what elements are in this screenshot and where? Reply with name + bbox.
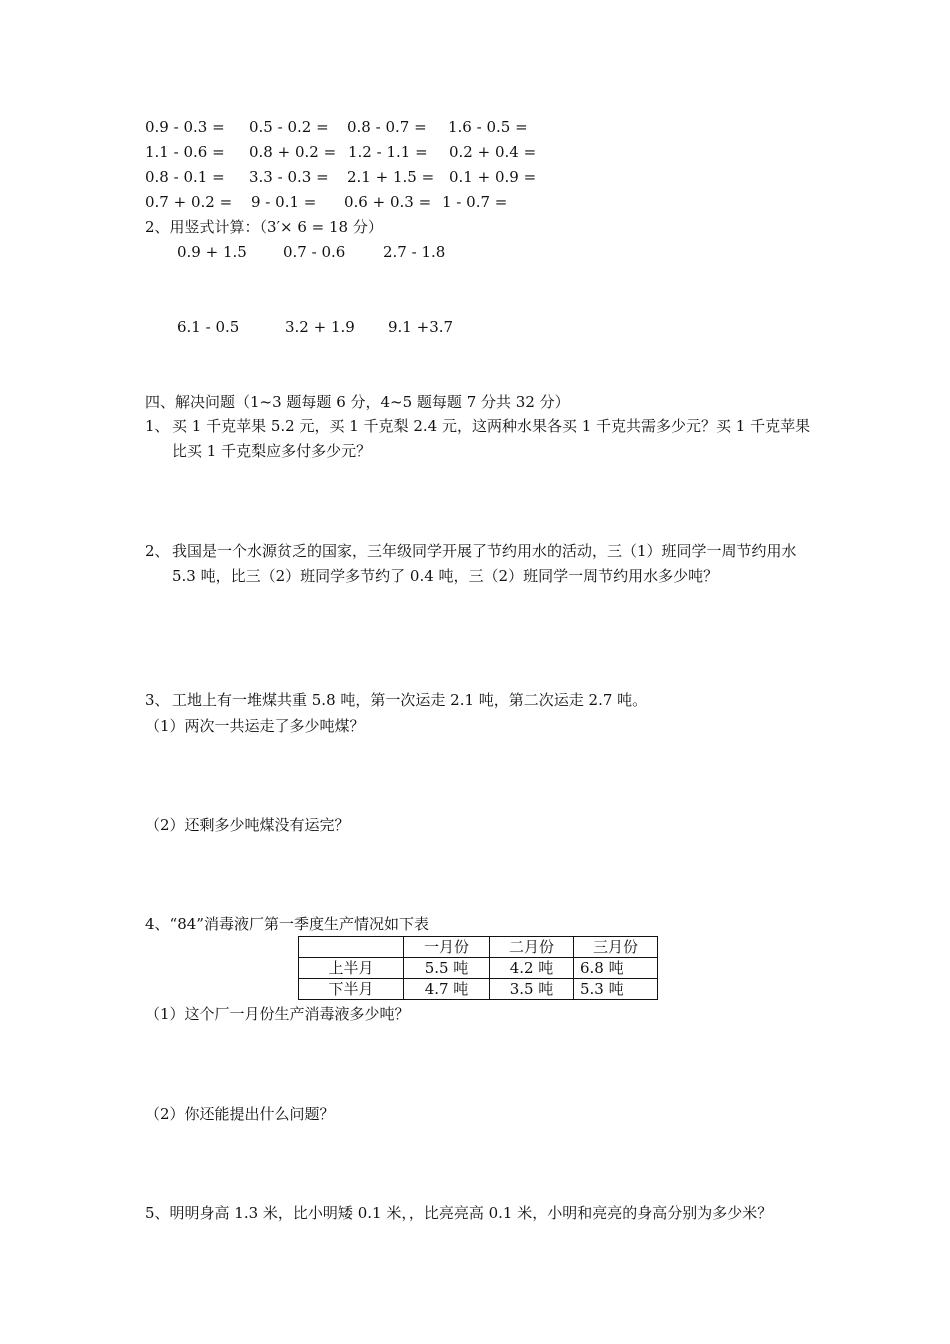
drill-item: 0.7 + 0.2 = [145, 193, 233, 211]
question-text: 我国是一个水源贫乏的国家，三年级同学开展了节约用水的活动，三（1）班同学一周节约用水 5.3 吨，比三（2）班同学多节约了 0.4 吨，三（2）班同学一周节约用水多少吨？ [172, 542, 797, 585]
drill-row [145, 167, 565, 187]
question-text: 工地上有一堆煤共重 5.8 吨，第一次运走 2.1 吨，第二次运走 2.7 吨。 [172, 691, 648, 709]
table-cell: 3.5 吨 [490, 979, 574, 1000]
table-cell: 下半月 [299, 979, 404, 1000]
drill-item: 2.1 + 1.5 = [347, 168, 435, 186]
question-text: 5、明明身高 1.3 米，比小明矮 0.1 米，，比亮亮高 0.1 米，小明和亮亮的身高分别为多少米？ [145, 1204, 773, 1222]
drill-row [145, 117, 565, 137]
table-row [299, 958, 658, 979]
question-number: 1、 [145, 417, 170, 435]
table-row [299, 979, 658, 1000]
drill-item: 0.1 + 0.9 = [449, 168, 537, 186]
drill-item: 1.2 - 1.1 = [348, 143, 428, 161]
drill-item: 0.9 - 0.3 = [145, 118, 225, 136]
table-header-cell: 一月份 [404, 937, 490, 958]
vertical-item: 0.9 + 1.5 [177, 243, 247, 261]
table-cell: 4.7 吨 [404, 979, 490, 1000]
vertical-item: 3.2 + 1.9 [285, 318, 355, 336]
question-text: 4、“84”消毒液厂第一季度生产情况如下表 [145, 915, 429, 933]
table-cell: 5.5 吨 [404, 958, 490, 979]
drill-item: 1.1 - 0.6 = [145, 143, 225, 161]
vertical-item: 6.1 - 0.5 [177, 318, 240, 336]
sub-question: （1）两次一共运走了多少吨煤？ [145, 717, 365, 735]
vertical-item: 2.7 - 1.8 [383, 243, 446, 261]
drill-item: 0.8 - 0.1 = [145, 168, 225, 186]
drill-item: 0.6 + 0.3 = [344, 193, 432, 211]
vertical-item: 9.1 +3.7 [388, 318, 454, 336]
sub-question: （2）还剩多少吨煤没有运完？ [145, 816, 350, 834]
vertical-heading: 2、用竖式计算：（3′× 6 = 18 分） [145, 218, 383, 236]
drill-item: 1 - 0.7 = [442, 193, 508, 211]
question-number: 2、 [145, 542, 170, 560]
table-header-row [299, 937, 658, 958]
vertical-item: 0.7 - 0.6 [283, 243, 346, 261]
drill-item: 1.6 - 0.5 = [448, 118, 528, 136]
table-cell: 4.2 吨 [490, 958, 574, 979]
table-cell: 上半月 [299, 958, 404, 979]
drill-row [145, 192, 565, 212]
table-header-cell: 二月份 [490, 937, 574, 958]
question-text: 买 1 千克苹果 5.2 元，买 1 千克梨 2.4 元，这两种水果各买 1 千克共需多少元？买 1 千克苹果比买 1 千克梨应多付多少元？ [172, 417, 811, 460]
drill-item: 0.8 + 0.2 = [249, 143, 337, 161]
sub-question: （2）你还能提出什么问题？ [145, 1105, 335, 1123]
table-header-cell [299, 937, 404, 958]
drill-item: 9 - 0.1 = [251, 193, 317, 211]
table-cell: 5.3 吨 [574, 979, 658, 1000]
table-header-cell: 三月份 [574, 937, 658, 958]
drill-row [145, 142, 565, 162]
section-heading: 四、解决问题（1~3 题每题 6 分，4~5 题每题 7 分共 32 分） [145, 393, 570, 411]
drill-item: 0.8 - 0.7 = [347, 118, 427, 136]
question-number: 3、 [145, 691, 170, 709]
drill-item: 3.3 - 0.3 = [249, 168, 329, 186]
table-cell: 6.8 吨 [574, 958, 658, 979]
drill-item: 0.2 + 0.4 = [449, 143, 537, 161]
sub-question: （1）这个厂一月份生产消毒液多少吨？ [145, 1005, 410, 1023]
drill-item: 0.5 - 0.2 = [249, 118, 329, 136]
production-table [298, 936, 658, 1000]
